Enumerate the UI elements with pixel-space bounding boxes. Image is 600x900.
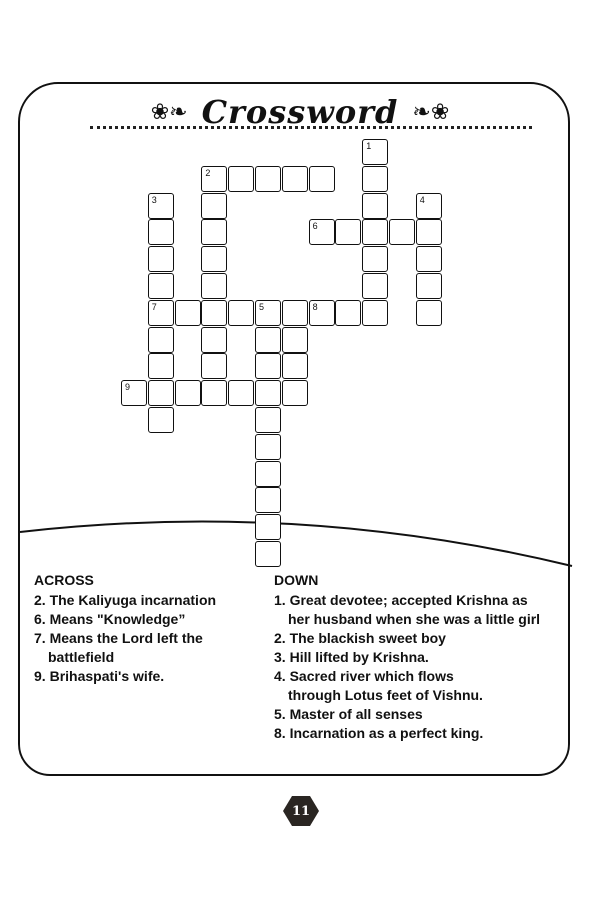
grid-cell[interactable]: [362, 193, 388, 219]
grid-cell[interactable]: [362, 273, 388, 299]
page-number-badge: [283, 795, 319, 827]
grid-cell[interactable]: [228, 166, 254, 192]
clue-text: Brihaspati's wife.: [49, 668, 165, 684]
grid-cell[interactable]: [201, 166, 227, 192]
clue-num: 5.: [274, 706, 286, 722]
clue-text: Incarnation as a perfect king.: [289, 725, 484, 741]
clue-text: Sacred river which flows: [289, 668, 454, 684]
grid-cell[interactable]: [175, 300, 201, 326]
grid-cell[interactable]: [148, 273, 174, 299]
clue-item: [34, 610, 269, 629]
grid-cell[interactable]: [416, 300, 442, 326]
down-clues: [274, 572, 574, 743]
clue-number: 9: [125, 382, 131, 393]
clue-item: [274, 724, 574, 743]
clue-number: 5: [259, 301, 265, 312]
grid-cell[interactable]: [201, 246, 227, 272]
clue-num: 9.: [34, 668, 46, 684]
grid-cell[interactable]: [362, 166, 388, 192]
grid-cell[interactable]: [201, 193, 227, 219]
clue-item: [274, 629, 574, 648]
clue-item: [274, 705, 574, 724]
clue-text-continued: battlefield: [48, 649, 115, 665]
grid-cell[interactable]: [282, 166, 308, 192]
clue-item: [274, 667, 574, 705]
grid-cell[interactable]: [362, 300, 388, 326]
grid-cell[interactable]: [282, 327, 308, 353]
grid-cell[interactable]: [148, 380, 174, 406]
grid-cell[interactable]: [148, 300, 174, 326]
clue-num: 8.: [274, 725, 286, 741]
grid-cell[interactable]: [416, 193, 442, 219]
grid-cell[interactable]: [255, 407, 281, 433]
clue-item: [274, 648, 574, 667]
grid-cell[interactable]: [255, 514, 281, 540]
clue-num: 2.: [274, 630, 286, 646]
grid-cell[interactable]: [148, 219, 174, 245]
grid-cell[interactable]: [255, 166, 281, 192]
grid-cell[interactable]: [255, 487, 281, 513]
clue-num: 7.: [34, 630, 46, 646]
grid-cell[interactable]: [362, 219, 388, 245]
clue-item: [34, 667, 269, 686]
grid-cell[interactable]: [201, 219, 227, 245]
grid-cell[interactable]: [416, 246, 442, 272]
clue-text: Means the Lord left the: [49, 630, 203, 646]
page-title: Crossword: [201, 93, 399, 131]
grid-cell[interactable]: [121, 380, 147, 406]
grid-cell[interactable]: [362, 139, 388, 165]
grid-cell[interactable]: [148, 407, 174, 433]
grid-cell[interactable]: [148, 327, 174, 353]
grid-cell[interactable]: [255, 461, 281, 487]
grid-cell[interactable]: [255, 434, 281, 460]
down-heading: DOWN: [274, 572, 319, 588]
grid-cell[interactable]: [201, 380, 227, 406]
across-heading: ACROSS: [34, 572, 94, 588]
clue-number: 8: [312, 301, 318, 312]
clue-num: 6.: [34, 611, 46, 627]
clue-text: The Kaliyuga incarnation: [49, 592, 217, 608]
grid-cell[interactable]: [175, 380, 201, 406]
grid-cell[interactable]: [309, 219, 335, 245]
grid-cell[interactable]: [416, 273, 442, 299]
grid-cell[interactable]: [201, 300, 227, 326]
grid-cell[interactable]: [255, 327, 281, 353]
clue-number: 3: [151, 194, 157, 205]
grid-cell[interactable]: [148, 193, 174, 219]
grid-cell[interactable]: [201, 353, 227, 379]
clue-text: Means "Knowledge”: [49, 611, 186, 627]
clue-number: 4: [419, 194, 425, 205]
clue-text: The blackish sweet boy: [289, 630, 446, 646]
grid-cell[interactable]: [255, 300, 281, 326]
left-flourish-icon: ❀❧: [150, 99, 188, 125]
clue-num: 4.: [274, 668, 286, 684]
grid-cell[interactable]: [282, 300, 308, 326]
clue-num: 1.: [274, 592, 286, 608]
clue-number: 1: [366, 141, 372, 151]
grid-cell[interactable]: [335, 300, 361, 326]
clue-item: [34, 591, 269, 610]
grid-cell[interactable]: [255, 353, 281, 379]
right-flourish-icon: ❧❀: [412, 99, 450, 125]
grid-cell[interactable]: [201, 273, 227, 299]
clue-text-continued: her husband when she was a little girl: [288, 611, 541, 627]
grid-cell[interactable]: [416, 219, 442, 245]
grid-cell[interactable]: [201, 327, 227, 353]
clue-text-continued: through Lotus feet of Vishnu.: [288, 687, 483, 703]
clue-number: 7: [151, 301, 157, 312]
grid-cell[interactable]: [335, 219, 361, 245]
clue-num: 2.: [34, 592, 46, 608]
grid-cell[interactable]: [255, 541, 281, 567]
clue-num: 3.: [274, 649, 286, 665]
grid-cell[interactable]: [148, 246, 174, 272]
clue-item: [34, 629, 269, 667]
grid-cell[interactable]: [255, 380, 281, 406]
grid-cell[interactable]: [148, 353, 174, 379]
grid-cell[interactable]: [389, 219, 415, 245]
clue-text: Great devotee; accepted Krishna as: [289, 592, 528, 608]
clue-text: Master of all senses: [289, 706, 423, 722]
grid-cell[interactable]: [228, 300, 254, 326]
clue-text: Hill lifted by Krishna.: [289, 649, 429, 665]
clue-number: 2: [205, 167, 211, 178]
grid-cell[interactable]: [282, 380, 308, 406]
grid-cell[interactable]: [282, 353, 308, 379]
grid-cell[interactable]: [362, 246, 388, 272]
page-number: 11: [291, 803, 311, 819]
grid-cell[interactable]: [309, 166, 335, 192]
clue-item: [274, 591, 574, 629]
clue-number: 6: [312, 221, 318, 232]
grid-cell[interactable]: [309, 300, 335, 326]
grid-cell[interactable]: [228, 380, 254, 406]
across-clues: [34, 572, 269, 686]
